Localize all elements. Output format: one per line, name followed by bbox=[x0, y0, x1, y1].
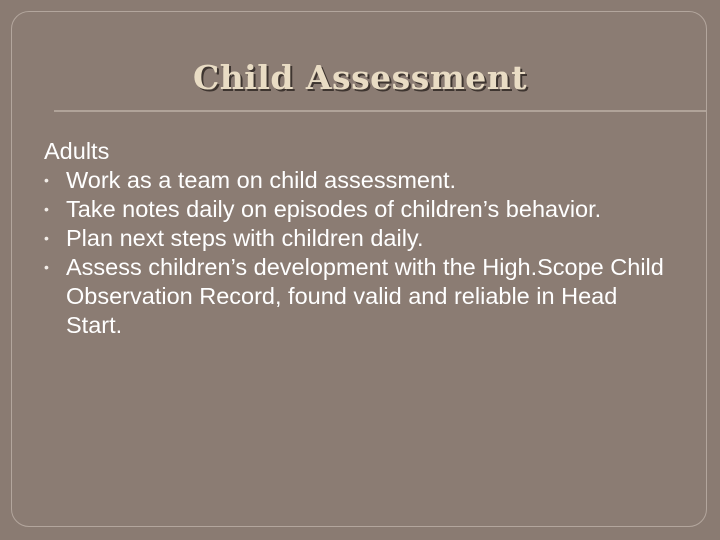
slide-body bbox=[44, 137, 664, 340]
list-item-text: Work as a team on child assessment. bbox=[66, 167, 457, 193]
bullet-icon: • bbox=[44, 230, 49, 246]
section-heading: Adults bbox=[44, 138, 110, 164]
list-item-text: Plan next steps with children daily. bbox=[66, 225, 424, 251]
bullet-icon: • bbox=[44, 201, 49, 217]
list-item bbox=[44, 253, 664, 340]
bullet-icon: • bbox=[44, 259, 49, 275]
list-item-text: Take notes daily on episodes of children’s behavior. bbox=[66, 196, 602, 222]
list-item bbox=[44, 224, 664, 253]
slide-title: Child Assessment bbox=[193, 58, 527, 97]
list-item bbox=[44, 195, 664, 224]
bullet-list bbox=[44, 166, 664, 340]
title-divider bbox=[54, 110, 706, 112]
list-item-text: Assess children’s development with the High.Scope Child Observation Record, found valid and reliable in Head Start. bbox=[66, 254, 664, 338]
bullet-icon: • bbox=[44, 172, 49, 188]
list-item bbox=[44, 166, 664, 195]
